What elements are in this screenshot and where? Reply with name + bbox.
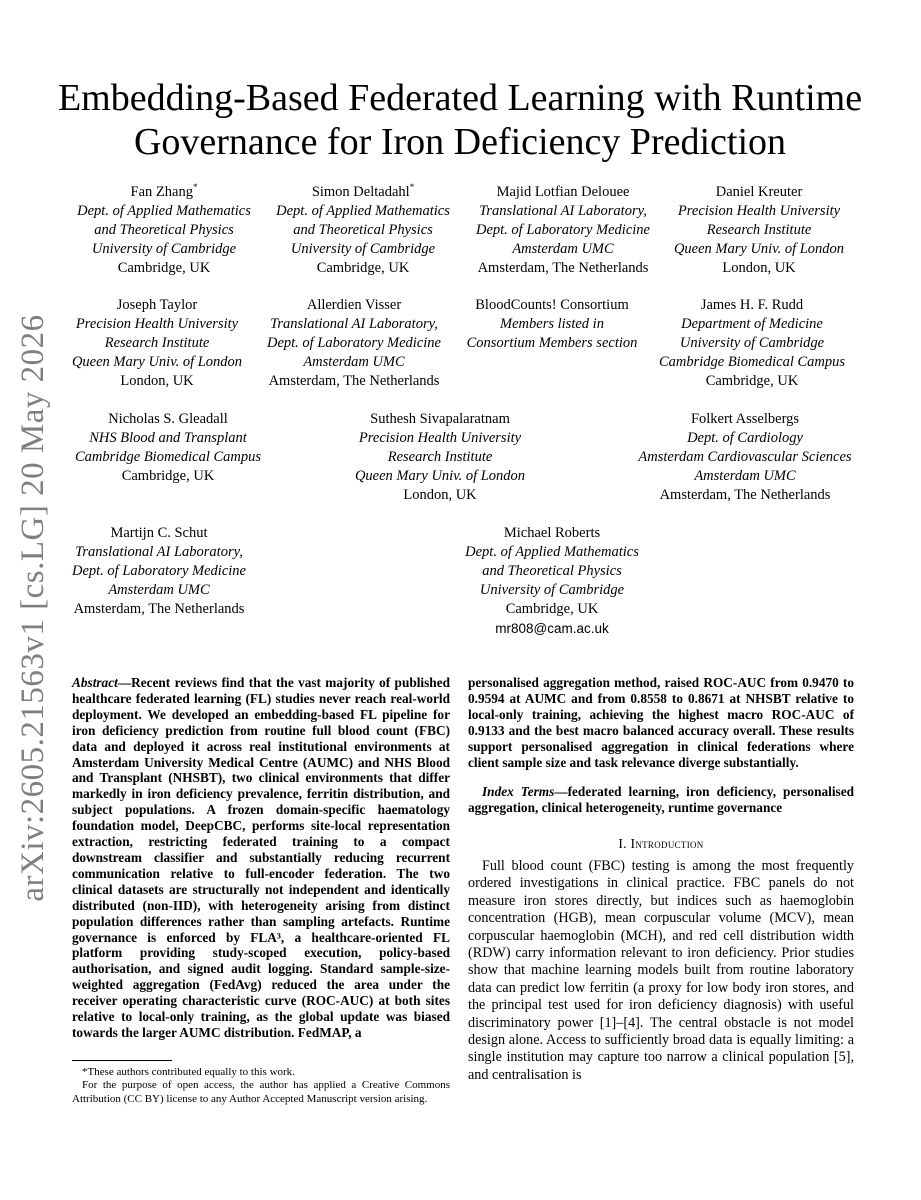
- author-affiliation: Dept. of Laboratory Medicine: [476, 222, 650, 238]
- author-affiliation: and Theoretical Physics: [293, 222, 433, 238]
- author-email[interactable]: mr808@cam.ac.uk: [495, 621, 609, 636]
- author-affiliation: Precision Health University: [677, 203, 841, 219]
- author-affiliation: Research Institute: [387, 449, 493, 465]
- author-affiliation: Dept. of Applied Mathematics: [276, 203, 450, 219]
- author-affiliation: Research Institute: [104, 335, 210, 351]
- author-block: [330, 410, 550, 505]
- author-name: BloodCounts! Consortium: [475, 297, 629, 313]
- author-block: [452, 524, 652, 638]
- author-affiliation: Consortium Members section: [466, 335, 638, 351]
- author-location: Cambridge, UK: [117, 260, 211, 276]
- index-terms-label: Index Terms: [482, 784, 555, 799]
- author-affiliation: Queen Mary Univ. of London: [673, 241, 845, 257]
- author-block: [452, 296, 652, 353]
- author-affiliation: University of Cambridge: [91, 241, 237, 257]
- author-location: London, UK: [120, 373, 194, 389]
- author-affiliation: and Theoretical Physics: [94, 222, 234, 238]
- author-affiliation: Queen Mary Univ. of London: [71, 354, 243, 370]
- paper-title: [40, 76, 880, 164]
- author-location: Cambridge, UK: [316, 260, 410, 276]
- author-affiliation: Translational AI Laboratory,: [75, 544, 243, 560]
- title-line-2: Governance for Iron Deficiency Prediction: [133, 121, 787, 163]
- footnote-open-access: For the purpose of open access, the author has applied a Creative Commons Attribution (CC BY) license to any Author Accepted Manuscript version arising.: [72, 1079, 450, 1105]
- author-location: London, UK: [722, 260, 796, 276]
- author-block: [59, 524, 259, 619]
- author-name: Majid Lotfian Delouee: [496, 184, 630, 200]
- introduction-body: [468, 858, 854, 1084]
- abstract: [72, 675, 450, 1041]
- abstract-continued-text: personalised aggregation method, raised ROC-AUC from 0.9470 to 0.9594 at AUMC and from 0.8558 to 0.8671 at NHSBT relative to local-only training, achieving the highest macro ROC-AUC of 0.9133 and the best macro balanced accuracy overall. These results support personalised aggregation in clinical federations where client sample size and task relevance diverge substantially.: [468, 675, 854, 770]
- author-location: Cambridge, UK: [705, 373, 799, 389]
- author-name: Michael Roberts: [503, 525, 601, 541]
- author-affiliation: Dept. of Laboratory Medicine: [72, 563, 246, 579]
- author-name: Joseph Taylor: [116, 297, 198, 313]
- author-affiliation: University of Cambridge: [479, 582, 625, 598]
- author-affiliation: Translational AI Laboratory,: [270, 316, 438, 332]
- author-affiliation: Cambridge Biomedical Campus: [658, 354, 846, 370]
- author-affiliation: NHS Blood and Transplant: [89, 430, 247, 446]
- author-affiliation: and Theoretical Physics: [482, 563, 622, 579]
- author-affiliation: Amsterdam UMC: [512, 241, 614, 257]
- author-name: Allerdien Visser: [306, 297, 402, 313]
- footnote-rule: [72, 1060, 172, 1061]
- author-block: [659, 183, 859, 278]
- author-affiliation: University of Cambridge: [679, 335, 825, 351]
- author-affiliation: Amsterdam UMC: [303, 354, 405, 370]
- author-affiliation: Dept. of Applied Mathematics: [77, 203, 251, 219]
- author-block: [57, 296, 257, 391]
- title-line-1: Embedding-Based Federated Learning with Runtime: [57, 77, 863, 119]
- author-affiliation: Amsterdam UMC: [108, 582, 210, 598]
- section-heading: I. Introduction: [618, 836, 704, 851]
- author-block: [254, 296, 454, 391]
- author-name: Fan Zhang: [130, 184, 193, 200]
- abstract-continued: [468, 675, 854, 770]
- equal-contribution-mark: *: [192, 182, 198, 193]
- author-block: [625, 410, 865, 505]
- author-location: Amsterdam, The Netherlands: [659, 487, 831, 503]
- author-name: James H. F. Rudd: [700, 297, 804, 313]
- author-block: [263, 183, 463, 278]
- section-heading-block: [468, 836, 854, 852]
- arxiv-side-label: arXiv:2605.21563v1 [cs.LG] 20 May 2026: [15, 314, 51, 902]
- author-location: Cambridge, UK: [505, 601, 599, 617]
- equal-contribution-mark: *: [409, 182, 415, 193]
- abstract-body: —Recent reviews find that the vast majority of published healthcare federated learning (FL) studies never reach real-world deployment. We developed an embedding-based FL pipeline for iron deficiency prediction from routine full blood count (FBC) data and deployed it across real institutional environments at Amsterdam University Medical Centre (AUMC) and NHS Blood and Transplant (NHSBT), two clinical environments that differ markedly in iron deficiency prevalence, ferritin distribution, and subject populations. A frozen domain-specific haematology foundation model, DeepCBC, performs site-local representation extraction, restricting federated training to a compact downstream classifier and substantially reducing recurrent communication relative to full-encoder federation. The two clinical datasets are structurally not independent and identically distributed (non-IID), with heterogeneity arising from distinct population differences rather than sampling artefacts. Runtime governance is enforced by FLA³, a healthcare-oriented FL platform providing study-scoped execution, policy-based authorisation, and signed audit logging. Standard sample-size-weighted aggregation (FedAvg) reduced the area under the receiver operating characteristic curve (ROC-AUC) at both sites relative to local-only training, as the global update was biased towards the larger AUMC distribution. FedMAP, a: [72, 675, 450, 1040]
- author-location: Cambridge, UK: [121, 468, 215, 484]
- author-name: Suthesh Sivapalaratnam: [370, 411, 510, 427]
- author-affiliation: Dept. of Applied Mathematics: [465, 544, 639, 560]
- author-affiliation: Queen Mary Univ. of London: [354, 468, 526, 484]
- author-affiliation: Precision Health University: [358, 430, 522, 446]
- author-block: [463, 183, 663, 278]
- author-affiliation: Precision Health University: [75, 316, 239, 332]
- author-affiliation: Research Institute: [706, 222, 812, 238]
- author-affiliation: Dept. of Laboratory Medicine: [267, 335, 441, 351]
- footnotes: [72, 1066, 450, 1106]
- author-location: Amsterdam, The Netherlands: [268, 373, 440, 389]
- introduction-paragraph: Full blood count (FBC) testing is among the most frequently ordered investigations in clinical practice. FBC panels do not measure iron stores directly, but indices such as haemoglobin concentration (HGB), mean corpuscular volume (MCV), mean corpuscular haemoglobin (MCH), and red cell distribution width (RDW) carry information relevant to iron deficiency. Prior studies show that machine learning models built from routine laboratory data can predict low ferritin (a proxy for low body iron stores, and the principal test used for iron deficiency diagnosis) with useful discriminatory power [1]–[4]. The central obstacle is not model design alone. Access to sufficiently broad data is equally limiting: a single institution may capture too narrow a clinical population [5], and centralisation is: [468, 858, 854, 1083]
- author-name: Martijn C. Schut: [110, 525, 208, 541]
- author-name: Daniel Kreuter: [715, 184, 803, 200]
- author-location: London, UK: [403, 487, 477, 503]
- author-name: Nicholas S. Gleadall: [108, 411, 228, 427]
- author-location: Amsterdam, The Netherlands: [477, 260, 649, 276]
- author-block: [64, 183, 264, 278]
- author-block: [652, 296, 852, 391]
- author-affiliation: University of Cambridge: [290, 241, 436, 257]
- abstract-label: Abstract: [72, 675, 118, 690]
- author-affiliation: Amsterdam Cardiovascular Sciences: [638, 449, 852, 465]
- author-location: Amsterdam, The Netherlands: [73, 601, 245, 617]
- author-block: [58, 410, 278, 486]
- author-affiliation: Translational AI Laboratory,: [479, 203, 647, 219]
- author-name: Simon Deltadahl: [311, 184, 410, 200]
- index-terms: [468, 784, 854, 816]
- author-affiliation: Dept. of Cardiology: [687, 430, 803, 446]
- author-affiliation: Department of Medicine: [681, 316, 823, 332]
- author-affiliation: Amsterdam UMC: [694, 468, 796, 484]
- index-terms-body: —federated learning, iron deficiency, personalised aggregation, clinical heterogeneity, runtime governance: [468, 784, 854, 815]
- footnote-equal-contribution: *These authors contributed equally to this work.: [82, 1066, 295, 1078]
- author-name: Folkert Asselbergs: [690, 411, 800, 427]
- author-affiliation: Cambridge Biomedical Campus: [74, 449, 262, 465]
- author-affiliation: Members listed in: [500, 316, 604, 332]
